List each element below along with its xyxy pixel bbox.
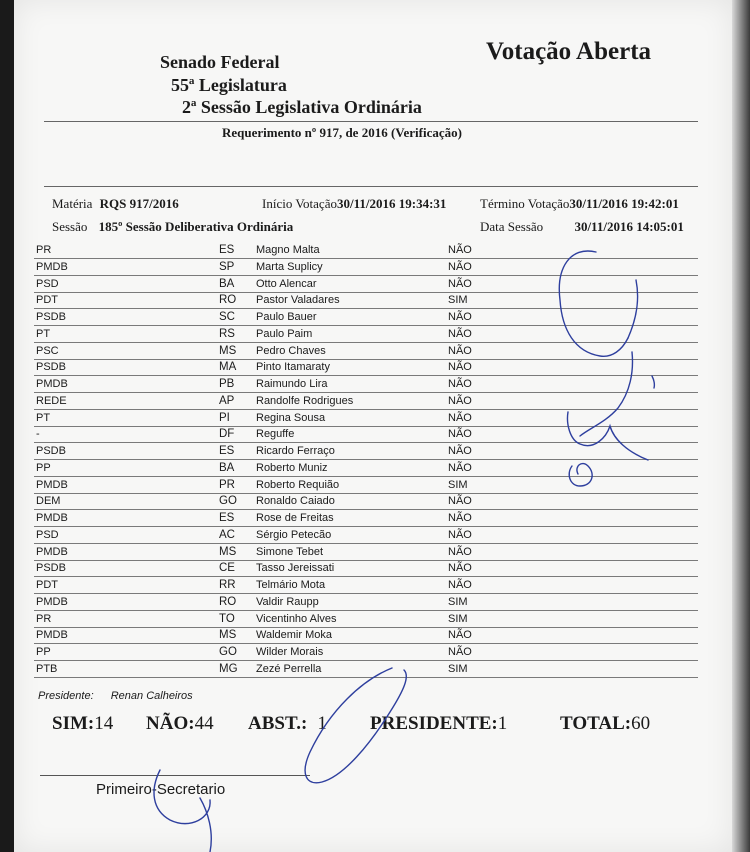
table-row <box>34 544 698 561</box>
cell-uf: RO <box>219 294 237 307</box>
meta-divider <box>44 186 698 187</box>
cell-name: Wilder Morais <box>256 646 324 658</box>
cell-uf: GO <box>219 646 237 658</box>
cell-uf: PI <box>219 411 230 424</box>
table-row <box>34 527 698 544</box>
cell-vote: NÃO <box>448 545 472 558</box>
org-title: Senado Federal <box>160 52 280 72</box>
table-row <box>34 259 698 276</box>
table-row <box>34 276 698 293</box>
cell-vote: NÃO <box>448 277 472 290</box>
table-row <box>34 426 698 443</box>
table-row <box>34 242 698 259</box>
page-edge-shadow <box>732 0 750 852</box>
cell-uf: CE <box>219 562 235 575</box>
total-value: 60 <box>631 713 651 734</box>
materia <box>52 196 179 212</box>
table-row <box>34 410 698 427</box>
cell-vote: NÃO <box>448 244 472 256</box>
cell-vote: SIM <box>448 294 468 307</box>
cell-uf: DF <box>219 428 235 441</box>
cell-name: Ronaldo Caiado <box>256 495 335 508</box>
cell-uf: AC <box>219 528 235 541</box>
table-row <box>34 493 698 510</box>
cell-vote: NÃO <box>448 528 472 541</box>
cell-party: PSC <box>36 344 59 357</box>
cell-name: Waldemir Moka <box>256 629 332 642</box>
cell-uf: MG <box>219 662 238 675</box>
cell-vote: NÃO <box>448 361 472 374</box>
cell-vote: NÃO <box>448 394 472 407</box>
cell-party: PP <box>36 461 51 474</box>
cell-uf: SC <box>219 311 235 323</box>
cell-name: Roberto Muniz <box>256 461 328 474</box>
termino-votacao <box>480 196 679 212</box>
cell-name: Valdir Raupp <box>256 595 319 608</box>
cell-uf: GO <box>219 495 237 508</box>
cell-name: Pedro Chaves <box>256 344 326 357</box>
cell-party: PMDB <box>36 378 68 390</box>
cell-name: Reguffe <box>256 428 295 441</box>
cell-party: PR <box>36 244 52 256</box>
cell-party: PSD <box>36 528 59 541</box>
total-nao <box>146 713 214 735</box>
nao-value: 44 <box>194 713 214 734</box>
cell-party: PSDB <box>36 361 66 374</box>
cell-name: Regina Sousa <box>256 411 326 424</box>
table-row <box>34 309 698 326</box>
secretary-label: Primeiro-Secretario <box>96 781 226 798</box>
presidente-value: 1 <box>497 713 508 734</box>
table-row <box>34 661 698 678</box>
total-presidente <box>370 713 507 735</box>
president-line <box>38 690 207 702</box>
cell-uf: MS <box>219 344 237 357</box>
cell-name: Zezé Perrella <box>256 662 322 675</box>
table-row <box>34 611 698 628</box>
cell-name: Pastor Valadares <box>256 294 340 307</box>
cell-vote: NÃO <box>448 512 472 524</box>
cell-party: PMDB <box>36 478 68 491</box>
cell-party: PR <box>36 612 52 625</box>
cell-uf: PR <box>219 478 235 491</box>
cell-vote: NÃO <box>448 445 472 457</box>
cell-vote: SIM <box>448 478 468 491</box>
cell-name: Paulo Bauer <box>256 311 317 323</box>
cell-vote: SIM <box>448 662 468 675</box>
cell-vote: SIM <box>448 612 468 625</box>
cell-party: PTB <box>36 662 58 675</box>
cell-name: Otto Alencar <box>256 277 317 290</box>
abst-label: ABST.: <box>248 713 308 734</box>
legislatura: 55ª Legislatura <box>171 75 287 95</box>
sessao-label: Sessão <box>52 219 88 234</box>
cell-name: Paulo Paim <box>256 327 313 340</box>
president-name: Renan Calheiros <box>110 690 193 702</box>
cell-name: Magno Malta <box>256 244 320 256</box>
page-title: Votação Aberta <box>486 38 652 65</box>
cell-party: PP <box>36 646 51 658</box>
cell-name: Raimundo Lira <box>256 378 328 390</box>
cell-vote: NÃO <box>448 378 472 390</box>
table-row <box>34 510 698 527</box>
cell-uf: MS <box>219 545 237 558</box>
cell-vote: NÃO <box>448 411 472 424</box>
table-row <box>34 477 698 494</box>
sessao-legislativa: 2ª Sessão Legislativa Ordinária <box>182 97 422 117</box>
cell-name: Marta Suplicy <box>256 260 323 273</box>
cell-uf: AP <box>219 394 235 407</box>
cell-party: PMDB <box>36 595 68 608</box>
cell-name: Ricardo Ferraço <box>256 445 335 457</box>
cell-uf: MS <box>219 629 237 642</box>
cell-vote: NÃO <box>448 646 472 658</box>
cell-name: Rose de Freitas <box>256 512 334 524</box>
cell-name: Tasso Jereissati <box>256 562 335 575</box>
termino-value: 30/11/2016 19:42:01 <box>569 196 679 211</box>
total-sim <box>52 713 113 735</box>
cell-party: - <box>36 428 40 441</box>
requerimento-title: Requerimento nº 917, de 2016 (Verificação) <box>222 125 462 140</box>
table-row <box>34 443 698 460</box>
data-sessao-value: 30/11/2016 14:05:01 <box>574 219 684 234</box>
table-row <box>34 644 698 661</box>
cell-party: PDT <box>36 579 58 591</box>
inicio-value: 30/11/2016 19:34:31 <box>336 196 447 211</box>
table-row <box>34 460 698 477</box>
cell-name: Randolfe Rodrigues <box>256 394 354 407</box>
cell-vote: NÃO <box>448 495 472 508</box>
table-row <box>34 393 698 410</box>
cell-name: Sérgio Petecão <box>256 528 332 541</box>
sessao <box>52 219 293 235</box>
table-row <box>34 359 698 376</box>
cell-uf: BA <box>219 277 235 290</box>
cell-name: Roberto Requião <box>256 478 340 491</box>
cell-vote: NÃO <box>448 311 472 323</box>
table-row <box>34 343 698 360</box>
inicio-label: Início Votação <box>262 196 337 211</box>
cell-party: PMDB <box>36 545 68 558</box>
cell-vote: NÃO <box>448 461 472 474</box>
cell-party: PMDB <box>36 260 68 273</box>
cell-uf: TO <box>219 612 235 625</box>
cell-vote: NÃO <box>448 579 472 591</box>
cell-name: Telmário Mota <box>256 579 326 591</box>
cell-uf: RR <box>219 579 236 591</box>
sessao-value: 185º Sessão Deliberativa Ordinária <box>98 219 294 234</box>
cell-party: PSDB <box>36 562 66 575</box>
cell-party: PMDB <box>36 512 68 524</box>
total-geral <box>560 713 650 735</box>
cell-party: PSDB <box>36 311 66 323</box>
cell-uf: SP <box>219 260 235 273</box>
cell-vote: NÃO <box>448 428 472 441</box>
table-row <box>34 577 698 594</box>
table-row <box>34 627 698 644</box>
total-abst <box>248 713 327 735</box>
cell-vote: NÃO <box>448 260 472 273</box>
sim-label: SIM: <box>52 713 95 734</box>
table-row <box>34 376 698 393</box>
cell-party: PT <box>36 411 51 424</box>
cell-name: Simone Tebet <box>256 545 324 558</box>
presidente-label: PRESIDENTE: <box>370 713 498 734</box>
cell-uf: RS <box>219 327 235 340</box>
header-divider <box>44 121 698 122</box>
cell-party: PSDB <box>36 445 66 457</box>
cell-party: REDE <box>36 394 67 407</box>
table-row <box>34 326 698 343</box>
cell-uf: MA <box>219 361 237 374</box>
table-row <box>34 292 698 309</box>
table-row <box>34 560 698 577</box>
inicio-votacao <box>262 196 446 212</box>
table-row <box>34 594 698 611</box>
materia-value: RQS 917/2016 <box>99 196 179 211</box>
data-sessao-label: Data Sessão <box>480 219 544 234</box>
cell-party: PDT <box>36 294 58 307</box>
data-sessao <box>480 219 684 235</box>
secretary-signature-line <box>40 775 310 776</box>
president-label: Presidente: <box>38 690 94 702</box>
cell-uf: PB <box>219 378 235 390</box>
cell-name: Pinto Itamaraty <box>256 361 330 374</box>
cell-party: PSD <box>36 277 59 290</box>
materia-label: Matéria <box>52 196 93 211</box>
cell-vote: SIM <box>448 595 468 608</box>
nao-label: NÃO: <box>146 713 195 734</box>
cell-uf: ES <box>219 244 235 256</box>
total-label: TOTAL: <box>560 713 632 734</box>
cell-vote: NÃO <box>448 327 472 340</box>
cell-uf: RO <box>219 595 237 608</box>
cell-party: PT <box>36 327 51 340</box>
cell-vote: NÃO <box>448 344 472 357</box>
cell-party: PMDB <box>36 629 68 642</box>
cell-uf: ES <box>219 512 235 524</box>
cell-name: Vicentinho Alves <box>256 612 337 625</box>
cell-uf: BA <box>219 461 235 474</box>
cell-uf: ES <box>219 445 235 457</box>
cell-vote: NÃO <box>448 629 472 642</box>
sim-value: 14 <box>94 713 114 734</box>
termino-label: Término Votação <box>480 196 570 211</box>
cell-vote: NÃO <box>448 562 472 575</box>
cell-party: DEM <box>36 495 61 508</box>
abst-value: 1 <box>317 713 327 734</box>
